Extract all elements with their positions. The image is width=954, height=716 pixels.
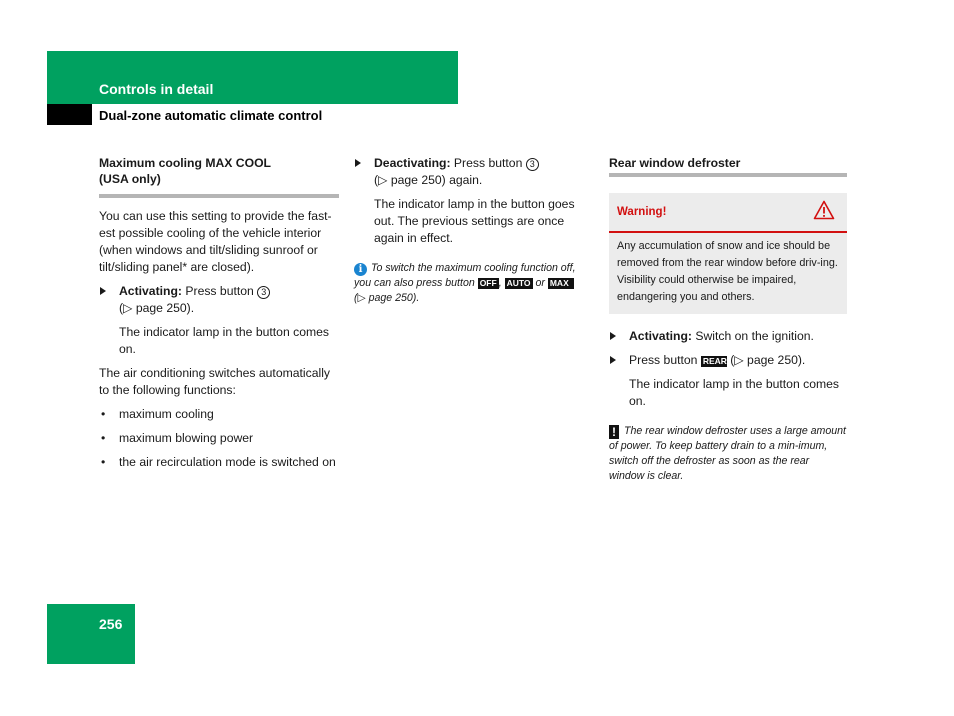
info-note: i To switch the maximum cooling function off, you can also press button OFF , AUTO or MAX (▷ page 250).	[354, 262, 576, 304]
press-button-text: Press button	[629, 353, 698, 367]
activating-step	[99, 283, 339, 317]
info-or-text: or	[535, 277, 545, 289]
activating-text: Press button	[185, 284, 254, 298]
bullet-dot: •	[101, 431, 106, 445]
info-note-text: To switch the maximum cooling function off, you can also press button	[354, 262, 576, 289]
warning-triangle-icon	[813, 200, 835, 220]
triangle-bullet-icon	[610, 332, 616, 340]
rear-defroster-heading: Rear window defroster	[609, 155, 847, 177]
max-defrost-button-icon: MAX	[548, 278, 574, 289]
activating-ignition-text: Switch on the ignition.	[695, 329, 814, 343]
column-deactivating	[354, 155, 592, 306]
auto-button-icon: AUTO	[506, 278, 531, 288]
page-number: 256	[99, 616, 123, 632]
max-cool-heading-line2: (USA only)	[99, 172, 161, 186]
caution-note-text: The rear window defroster uses a large amount of power. To keep battery drain to a min-imum, switch off the defroster as soon as the rear window is clear.	[609, 425, 846, 482]
max-cool-heading	[99, 155, 339, 198]
section-title: Controls in detail	[99, 81, 214, 97]
triangle-bullet-icon	[100, 287, 106, 295]
info-icon: i	[354, 263, 367, 276]
caution-note	[609, 424, 847, 484]
list-item	[99, 406, 339, 423]
column-max-cool	[99, 155, 339, 471]
press-page-ref: (▷ page 250).	[730, 353, 806, 367]
list-item	[99, 454, 339, 471]
deactivating-label: Deactivating:	[374, 156, 451, 170]
deactivating-page-ref: (▷ page 250) again.	[374, 173, 483, 187]
bullet-text: maximum blowing power	[119, 431, 254, 445]
bullet-dot: •	[101, 407, 106, 421]
page-number-band	[47, 604, 135, 664]
bullet-text: the air recirculation mode is switched on	[119, 455, 336, 469]
warning-text: Any accumulation of snow and ice should be removed from the rear window before driv-ing. Visibility could otherwise be impaired, endangering you and others.	[617, 240, 838, 303]
activating-page-ref: (▷ page 250).	[119, 301, 195, 315]
max-cool-heading-line1: Maximum cooling MAX COOL	[99, 156, 271, 170]
caution-icon: !	[609, 425, 619, 439]
press-rear-button-step	[609, 352, 847, 369]
deactivating-step	[354, 155, 592, 189]
warning-box	[609, 193, 847, 314]
button-number-circle: 3	[526, 158, 539, 171]
warning-title: Warning!	[617, 206, 667, 218]
subsection-title: Dual-zone automatic climate control	[99, 108, 323, 123]
bullet-dot: •	[101, 455, 106, 469]
ac-switch-text: The air conditioning switches automatically to the following functions:	[99, 366, 330, 397]
indicator-lamp-text: The indicator lamp in the button comes on.	[629, 377, 840, 408]
header-black-tab	[47, 104, 92, 125]
info-page-ref: (▷ page 250).	[354, 292, 420, 304]
bullet-text: maximum cooling	[119, 407, 214, 421]
off-button-icon: OFF	[479, 278, 497, 288]
warning-header	[609, 193, 847, 233]
max-cool-intro: You can use this setting to provide the fast-est possible cooling of the vehicle interior (when windows and tilt/sliding sunroof or tilt/sliding panel* are closed).	[99, 209, 332, 274]
column-rear-defroster	[609, 155, 847, 484]
triangle-bullet-icon	[610, 356, 616, 364]
button-number-circle: 3	[257, 286, 270, 299]
indicator-lamp-out-text: The indicator lamp in the button goes out. The previous settings are once again in effect.	[374, 197, 575, 245]
activating-label: Activating:	[119, 284, 182, 298]
rear-defrost-button-icon: REAR	[702, 356, 727, 366]
list-item	[99, 430, 339, 447]
indicator-lamp-text: The indicator lamp in the button comes on.	[119, 325, 330, 356]
triangle-bullet-icon	[355, 159, 361, 167]
activating-label: Activating:	[629, 329, 692, 343]
deactivating-text: Press button	[453, 156, 523, 170]
activating-ignition-step	[609, 328, 847, 345]
